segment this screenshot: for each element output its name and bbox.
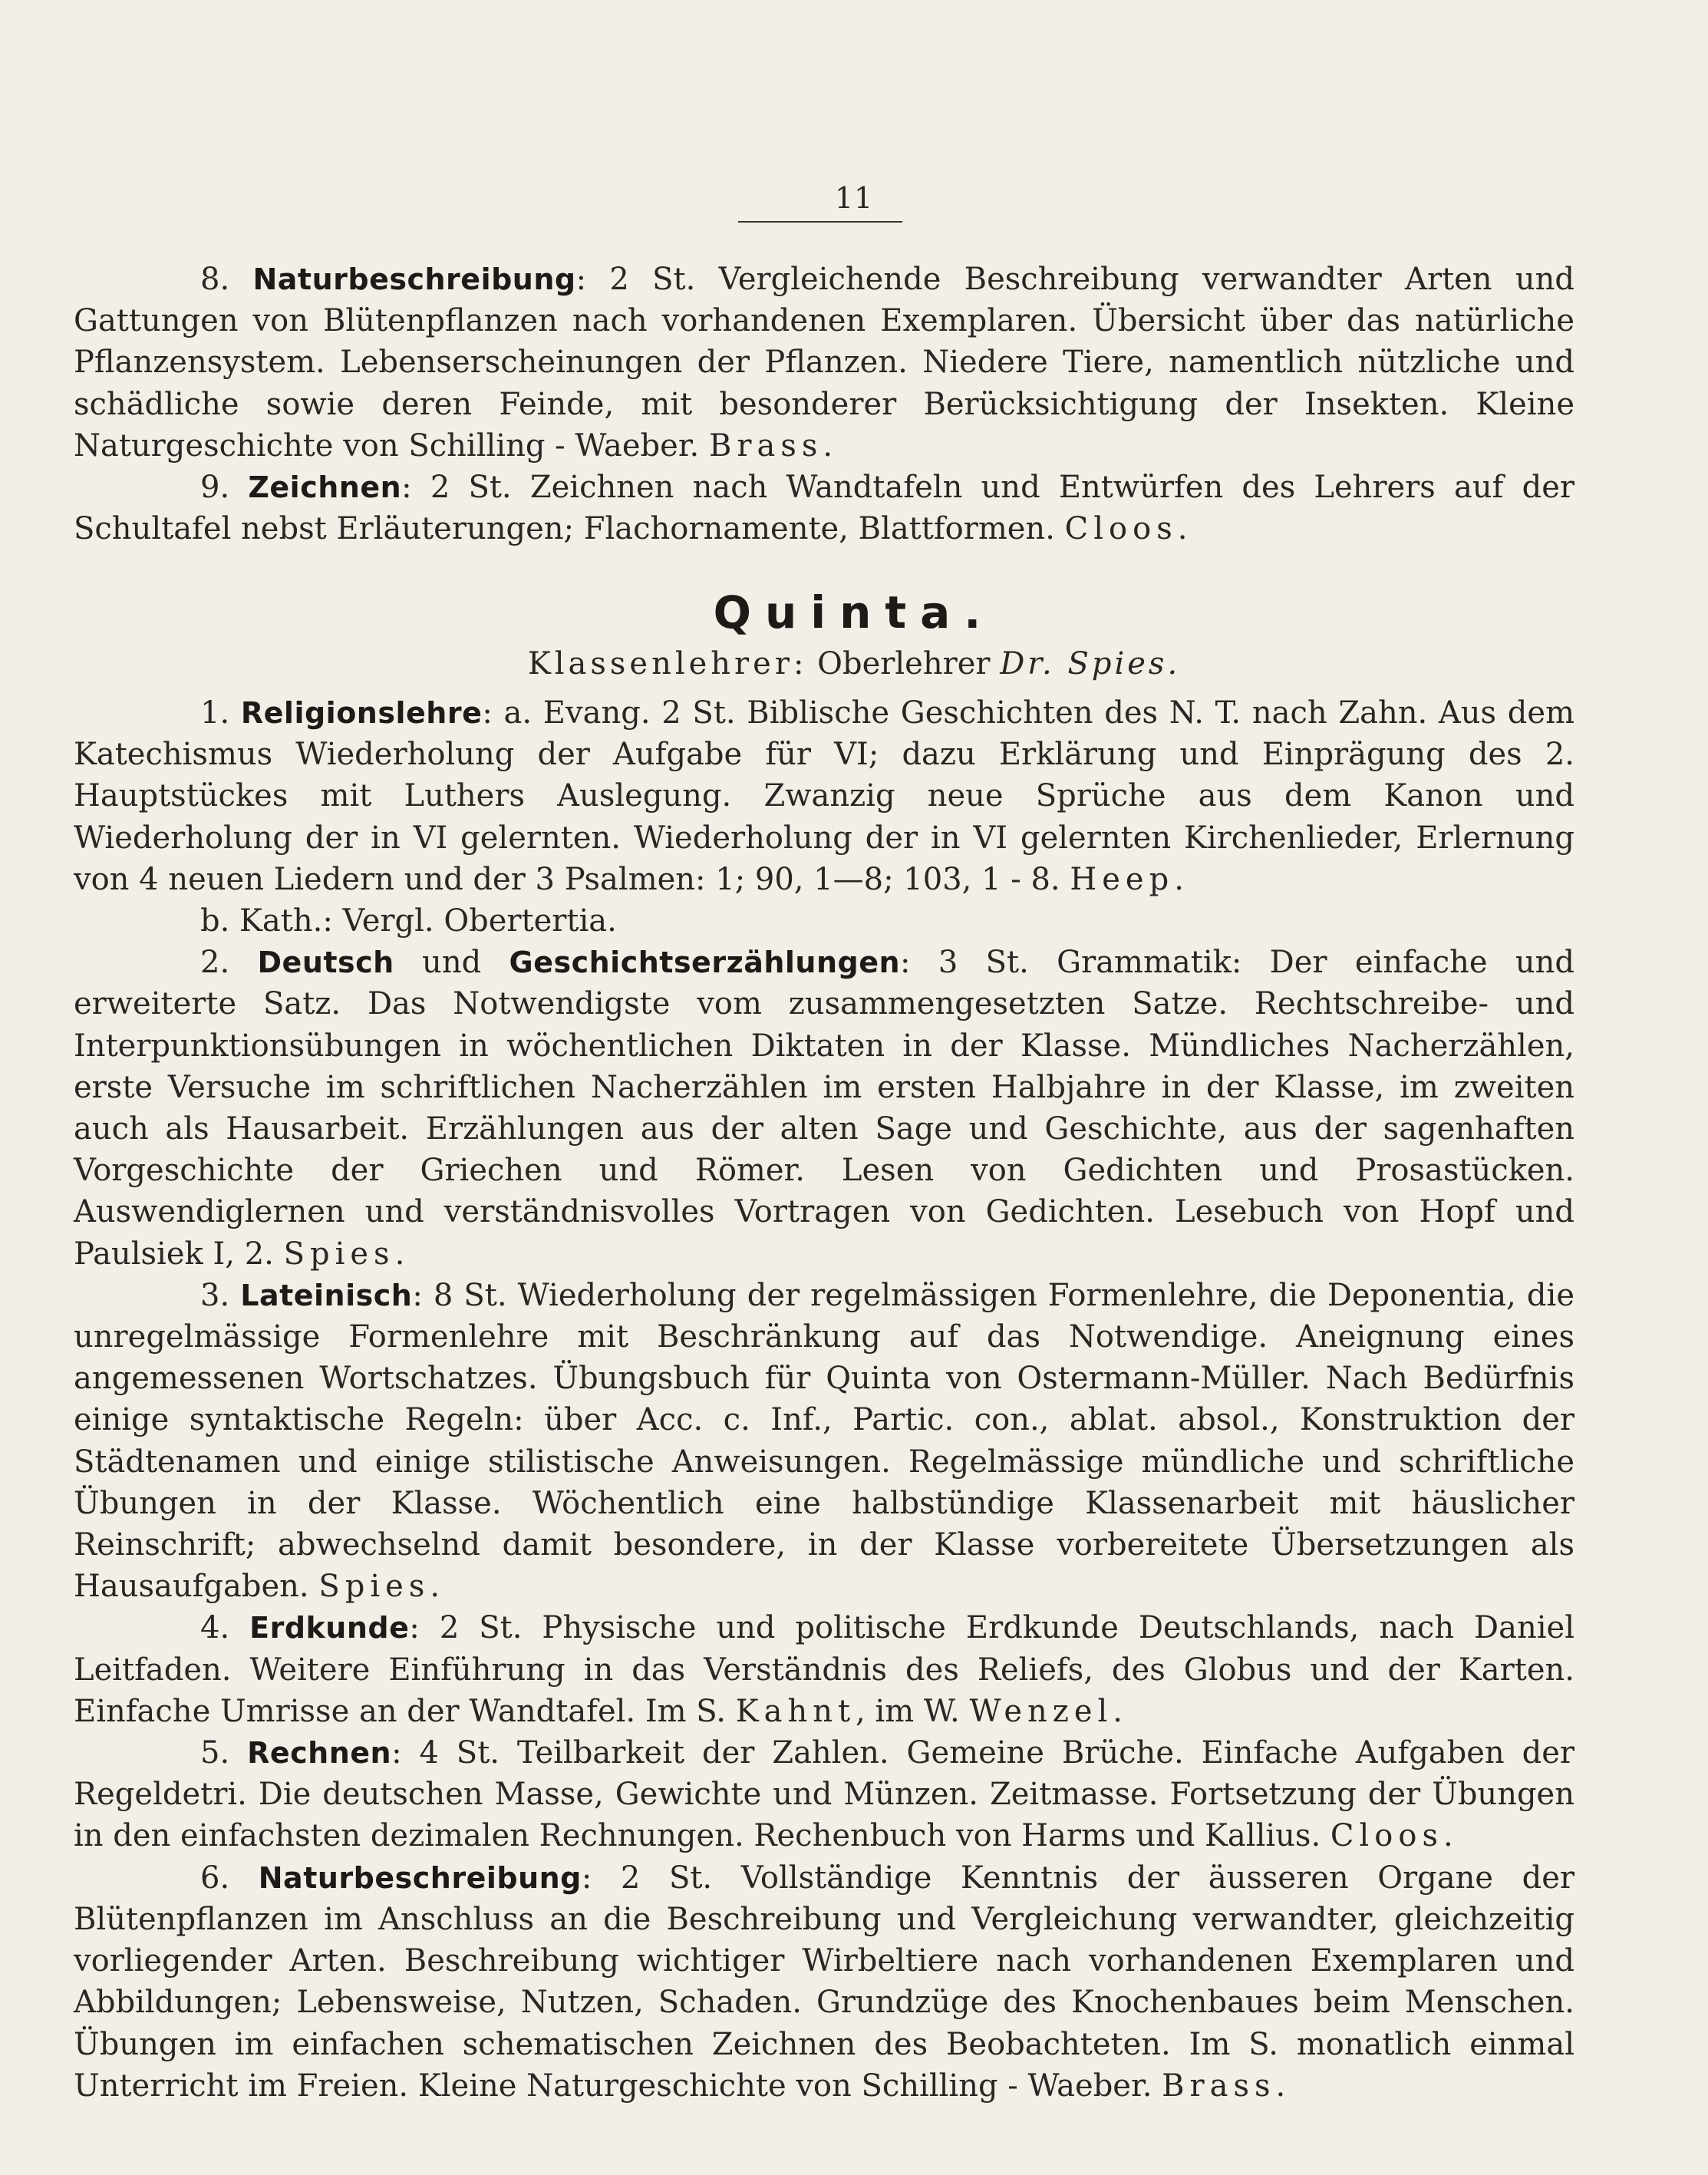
item-naturbeschreibung xyxy=(74,1857,1574,2107)
item-zeichnen xyxy=(74,467,1574,550)
teacher-name-winter: Wenzel. xyxy=(969,1693,1129,1729)
item-rechnen xyxy=(74,1732,1574,1857)
item-number: 6. xyxy=(200,1860,230,1896)
item-religionslehre xyxy=(74,692,1574,900)
subject-heading: Zeichnen xyxy=(248,470,402,505)
item-text: : 2 St. Vollständige Kenntnis der äusseren Organe der Blütenpflanzen im Anschluss an die Beschreibung und Vergleichung verwandter, gleichzeitig vorliegender Arten. Beschreibung wichtiger Wirbeltiere nach vorhandenen Exemplaren und Abbildungen; Lebensweise, Nutzen, Schaden. Grundzüge des Knochenbaues beim Menschen. Übungen im einfachen schematischen Zeichnen des Beobachteten. Im S. monatlich einmal Unterricht im Freien. Kleine Naturgeschichte von Schilling - Waeber. xyxy=(74,1860,1574,2104)
item-religionslehre-kath: b. Kath.: Vergl. Obertertia. xyxy=(200,903,617,939)
teacher-name: Spies. xyxy=(318,1569,446,1605)
item-lateinisch xyxy=(74,1275,1574,1608)
teacher-name: Brass. xyxy=(1162,2068,1291,2104)
subject-heading: Naturbeschreibung xyxy=(258,1860,582,1895)
item-naturbeschreibung-upper xyxy=(74,259,1574,467)
page-number-rule xyxy=(738,221,902,223)
subject-heading: Naturbeschreibung xyxy=(252,262,576,296)
subject-heading: Lateinisch xyxy=(240,1278,413,1312)
item-erdkunde xyxy=(74,1607,1574,1732)
item-text-middle: , im W. xyxy=(856,1693,960,1729)
subject-heading-2: Geschichtserzählungen xyxy=(509,946,901,980)
item-number: 9. xyxy=(200,470,230,506)
subject-heading: Deutsch xyxy=(257,946,394,980)
item-text: : 4 St. Teilbarkeit der Zahlen. Gemeine Brüche. Einfache Aufgaben der Regeldetri. Die deutschen Masse, Gewichte und Münzen. Zeitmasse. Fortsetzung der Übungen in den einfachsten dezimalen Rechnungen. Rechenbuch von Harms und Kallius. xyxy=(74,1735,1574,1854)
subject-heading: Erdkunde xyxy=(249,1611,410,1645)
class-teacher-line xyxy=(0,643,1708,685)
item-text: : 3 St. Grammatik: Der einfache und erweiterte Satz. Das Notwendigste vom zusammengesetzten Satze. Rechtschreibe- und Interpunktionsübungen in wöchentlichen Diktaten in der Klasse. Mündliches Nacherzählen, erste Versuche im schriftlichen Nacherzählen im ersten Halbjahre in der Klasse, im zweiten auch als Hausarbeit. Erzählungen aus der alten Sage und Geschichte, aus der sagenhaften Vorgeschichte der Griechen und Römer. Lesen von Gedichten und Prosastücken. Auswendiglernen und verständnisvolles Vortragen von Gedichten. Lesebuch von Hopf und Paulsiek I, 2. xyxy=(74,945,1575,1272)
section-title: Quinta. xyxy=(713,586,995,639)
subject-heading: Religionslehre xyxy=(240,696,483,730)
item-text: : 2 St. Zeichnen nach Wandtafeln und Entwürfen des Lehrers auf der Schultafel nebst Erläuterungen; Flachornamente, Blattformen. xyxy=(74,470,1574,547)
class-teacher-label: Klassenlehrer: xyxy=(527,646,808,682)
teacher-name: Spies. xyxy=(283,1236,411,1272)
subject-connector: und xyxy=(394,945,509,981)
item-number: 8. xyxy=(200,262,230,297)
item-text: : a. Evang. 2 St. Biblische Geschichten des N. T. nach Zahn. Aus dem Katechismus Wiederholung der Aufgabe für VI; dazu Erklärung und Einprägung des 2. Hauptstückes mit Luthers Auslegung. Zwanzig neue Sprüche aus dem Kanon und Wiederholung der in VI gelernten. Wiederholung der in VI gelernten Kirchenlieder, Erlernung von 4 neuen Liedern und der 3 Psalmen: 1; 90, 1—8; 103, 1 - 8. xyxy=(74,695,1575,897)
item-number: 3. xyxy=(200,1277,230,1313)
teacher-name: Cloos. xyxy=(1330,1818,1459,1854)
upper-section xyxy=(74,259,1574,550)
item-text: : 2 St. Physische und politische Erdkunde Deutschlands, nach Daniel Leitfaden. Weitere Einführung in das Verständnis des Reliefs, des Globus und der Karten. Einfache Umrisse an der Wandtafel. Im S. xyxy=(74,1610,1574,1729)
item-number: 2. xyxy=(200,945,230,981)
subject-heading: Rechnen xyxy=(247,1736,392,1771)
item-deutsch xyxy=(74,942,1574,1275)
item-text: : 8 St. Wiederholung der regelmässigen Formenlehre, die Deponentia, die unregelmässige Formenlehre mit Beschränkung auf das Notwendige. Aneignung eines angemessenen Wortschatzes. Übungsbuch für Quinta von Ostermann-Müller. Nach Bedürfnis einige syntaktische Regeln: über Acc. c. Inf., Partic. con., ablat. absol., Konstruktion der Städtenamen und einige stilistische Anweisungen. Regelmässige mündliche und schriftliche Übungen in der Klasse. Wöchentlich eine halbstündige Klassenarbeit mit häuslicher Reinschrift; abwechselnd damit besondere, in der Klasse vorbereitete Übersetzungen als Hausaufgaben. xyxy=(74,1277,1574,1605)
class-teacher-title: Oberlehrer xyxy=(817,646,991,682)
teacher-name-summer: Kahnt xyxy=(735,1693,856,1729)
item-number: 5. xyxy=(200,1735,230,1771)
item-text: : 2 St. Vergleichende Beschreibung verwandter Arten und Gattungen von Blütenpflanzen nach vorhandenen Exemplaren. Übersicht über das natürliche Pflanzensystem. Lebenserscheinungen der Pflanzen. Niedere Tiere, namentlich nützliche und schädliche sowie deren Feinde, mit besonderer Berücksichtigung der Insekten. Kleine Naturgeschichte von Schilling - Waeber. xyxy=(74,262,1574,464)
class-teacher-name: Dr. Spies. xyxy=(1000,646,1181,682)
quinta-section xyxy=(74,692,1574,2107)
teacher-name: Brass. xyxy=(709,427,839,464)
item-number: 4. xyxy=(200,1610,230,1646)
page-number: 11 xyxy=(834,181,874,215)
item-number: 1. xyxy=(200,695,230,731)
teacher-name: Cloos. xyxy=(1064,511,1193,547)
teacher-name: Heep. xyxy=(1070,861,1189,897)
